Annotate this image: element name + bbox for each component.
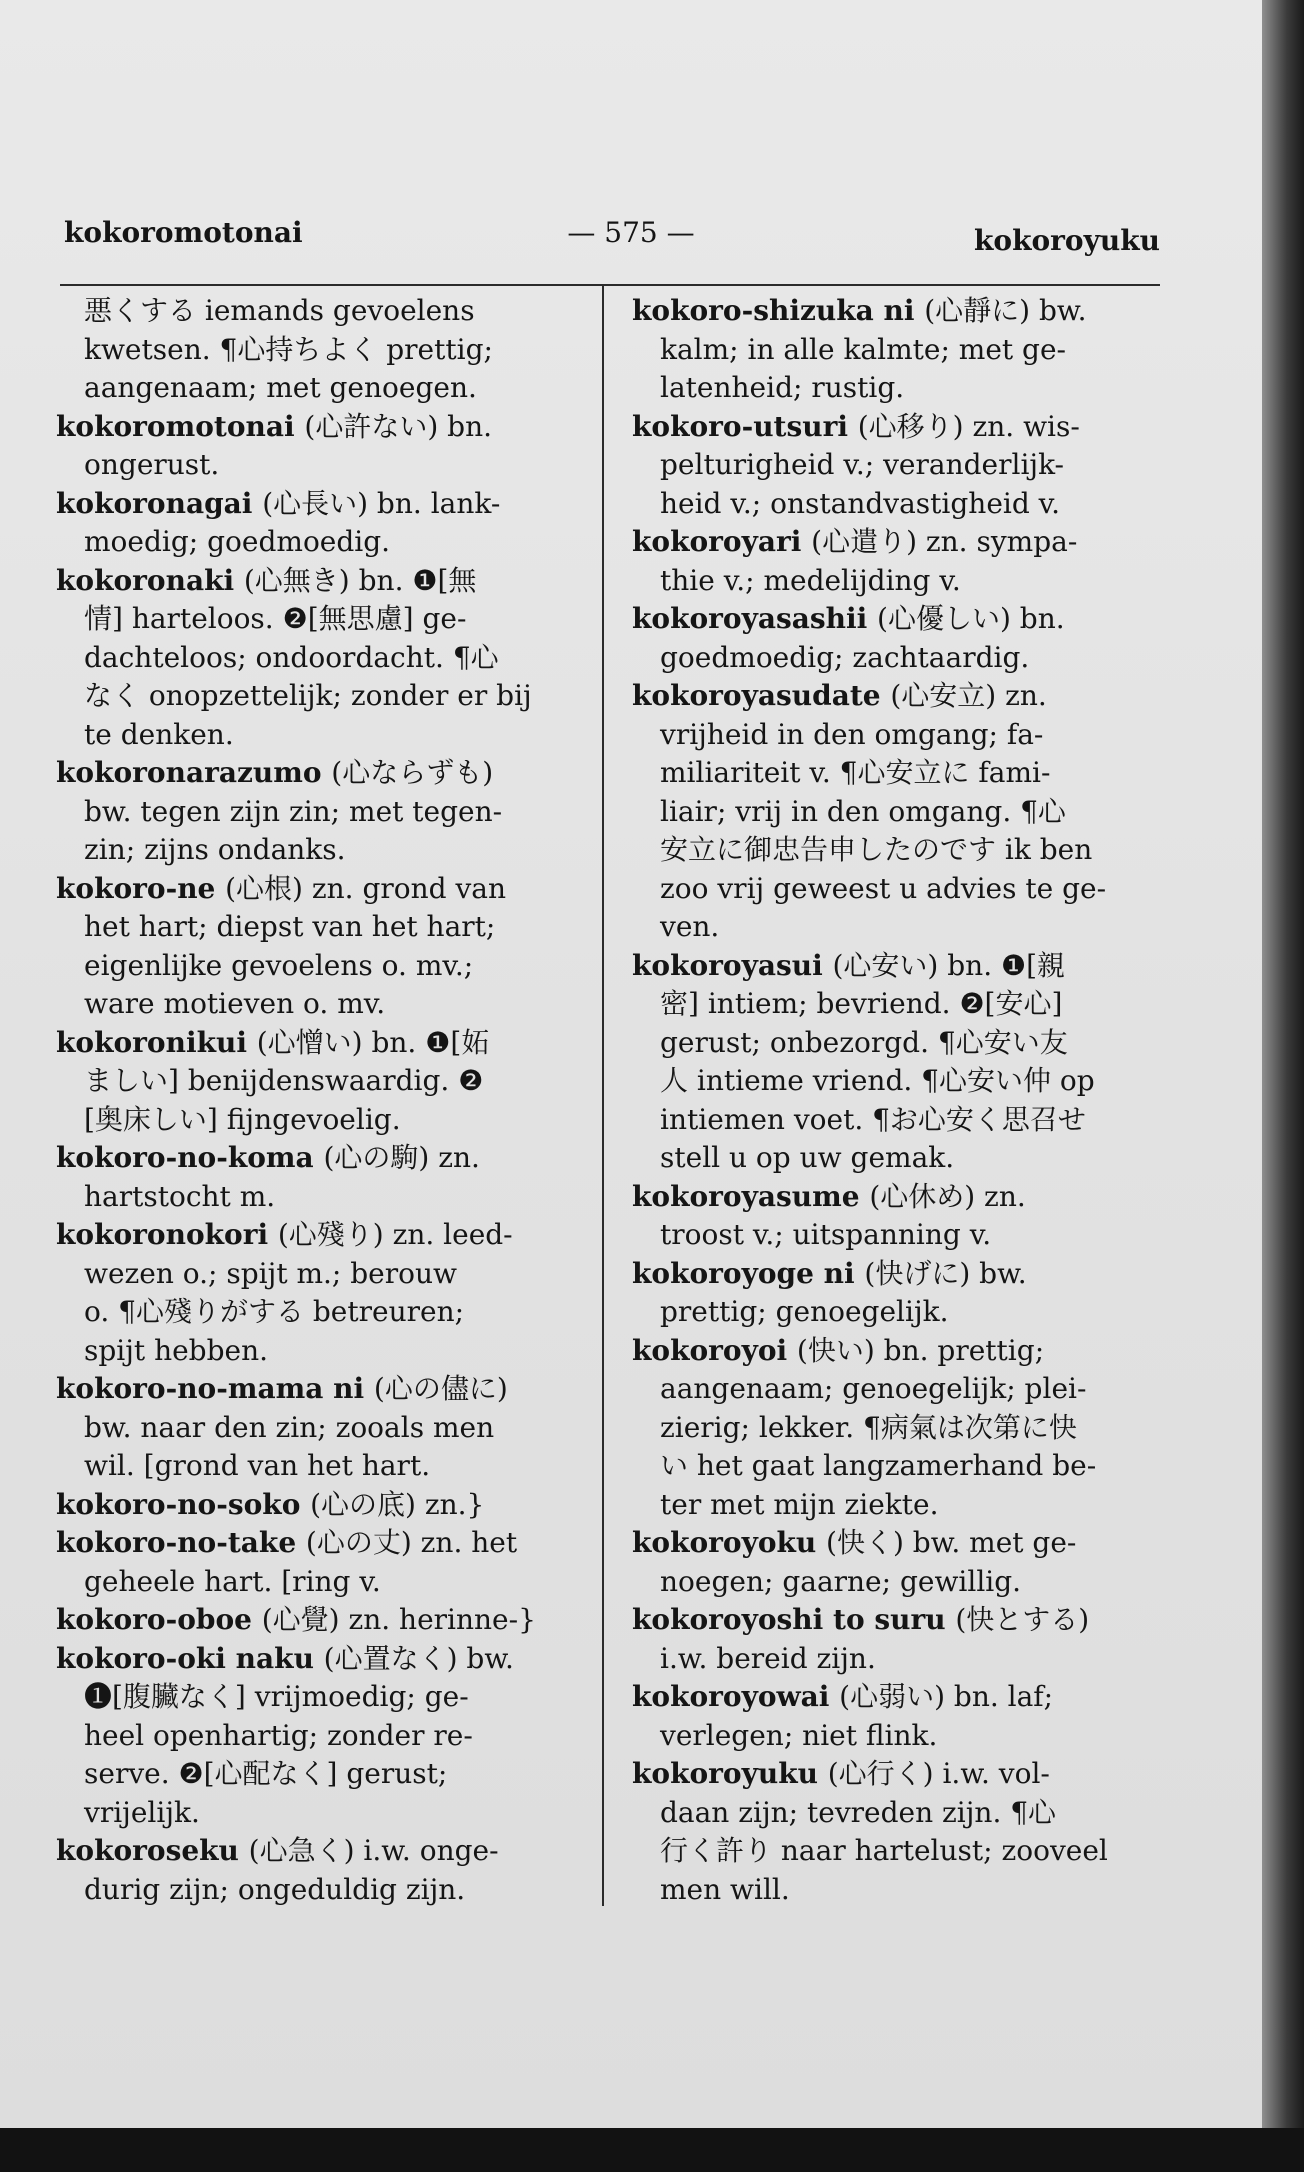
entry-text-line: なく onopzettelijk; zonder er bij: [84, 679, 532, 712]
entry-text-line: troost v.; uitspanning v.: [660, 1218, 992, 1251]
entry-text-line: moedig; goedmoedig.: [84, 525, 391, 558]
entry-text-line: heid v.; onstandvastigheid v.: [660, 486, 1061, 520]
headword: kokoronagai: [56, 486, 263, 520]
entry-definition: (快とする): [955, 1603, 1090, 1636]
entry-definition: (心長い) bn. lank-: [262, 486, 501, 520]
entry-headword-line: [56, 1024, 584, 1063]
entry-text-line: heel openhartig; zonder re-: [84, 1718, 473, 1752]
entry-definition: (心憎い) bn. ❶[妬: [256, 1025, 490, 1059]
entry-text-line: prettig; genoegelijk.: [660, 1295, 949, 1328]
entry-headword-line: [632, 523, 1160, 562]
entry-definition: (快く) bw. met ge-: [826, 1526, 1077, 1559]
entry-text-line: goedmoedig; zachtaardig.: [660, 640, 1030, 674]
entry-definition: (心安い) bn. ❶[親: [832, 948, 1066, 982]
entry-text-line: [奥床しい] fijngevoelig.: [84, 1102, 401, 1136]
entry-text-line: zoo vrij geweest u advies te ge-: [660, 871, 1107, 905]
entry-text-line: 人 intieme vriend. ¶心安い仲 op: [660, 1064, 1095, 1097]
entry-text-line: 情] harteloos. ❷[無思慮] ge-: [84, 602, 467, 635]
entry-headword-line: [632, 1178, 1160, 1217]
headword: kokoroyasashii: [632, 602, 878, 635]
entry-text-line: intiemen voet. ¶お心安く思召せ: [660, 1102, 1086, 1136]
entry-text-line: bw. naar den zin; zooals men: [84, 1410, 495, 1444]
entry-headword-line: [632, 1332, 1160, 1371]
headword: kokoro-no-mama ni: [56, 1372, 374, 1405]
entry-headword-line: [56, 1370, 584, 1409]
entry-headword-line: [632, 1524, 1160, 1563]
headword: kokoro-no-koma: [56, 1141, 324, 1174]
left-running-headword: kokoromotonai: [64, 216, 303, 249]
entry-headword-line: [632, 1255, 1160, 1294]
entry-definition: (心急く) i.w. onge-: [248, 1834, 499, 1867]
page-header: [0, 216, 1262, 256]
entry-text-line: ❶[腹臟なく] vrijmoedig; ge-: [84, 1680, 469, 1713]
entry-definition: (心の儘に): [373, 1372, 508, 1405]
entry-headword-line: [56, 1486, 584, 1525]
entry-text-line: zierig; lekker. ¶病氣は次第に快: [660, 1410, 1077, 1444]
headword: kokoro-ne: [56, 871, 226, 905]
entry-headword-line: [632, 677, 1160, 716]
entry-text-line: spijt hebben.: [84, 1333, 269, 1367]
entry-text-line: o. ¶心殘りがする betreuren;: [84, 1295, 465, 1328]
entry-definition: (心置なく) bw.: [323, 1641, 514, 1675]
entry-headword-line: [632, 408, 1160, 447]
entry-text-line: bw. tegen zijn zin; met tegen-: [84, 794, 503, 828]
entry-headword-line: [56, 562, 584, 601]
entry-text-line: 密] intiem; bevriend. ❷[安心]: [660, 987, 1063, 1020]
headword: kokoro-utsuri: [632, 409, 858, 443]
headword: kokoroyoge ni: [632, 1256, 865, 1290]
headword: kokoro-no-soko: [56, 1487, 311, 1521]
entry-headword-line: [56, 1524, 584, 1563]
entry-definition: (心許ない) bn.: [304, 409, 492, 443]
entry-definition: (心の駒) zn.: [323, 1141, 480, 1174]
entry-definition: (心の丈) zn. het: [305, 1526, 518, 1559]
headword: kokoroyasudate: [632, 679, 891, 712]
entry-text-line: men will.: [660, 1872, 790, 1906]
book-page-edge: [1262, 0, 1304, 2172]
entry-text-line: serve. ❷[心配なく] gerust;: [84, 1757, 448, 1790]
entry-definition: (心遣り) zn. sympa-: [811, 525, 1078, 558]
entry-headword-line: [632, 947, 1160, 986]
entry-text-line: eigenlijke gevoelens o. mv.;: [84, 948, 474, 982]
entry-definition: (心根) zn. grond van: [225, 871, 507, 905]
entry-text-line: vrijelijk.: [84, 1795, 200, 1829]
entry-text-line: i.w. bereid zijn.: [660, 1641, 876, 1675]
entry-text-line: wezen o.; spijt m.; berouw: [84, 1256, 457, 1290]
headword: kokoro-oki naku: [56, 1641, 324, 1675]
entry-definition: (心殘り) zn. leed-: [277, 1218, 513, 1251]
entry-definition: (心靜に) bw.: [924, 294, 1087, 327]
entry-definition: (心覺) zn. herinne-}: [261, 1603, 536, 1636]
entry-headword-line: [632, 1755, 1160, 1794]
entry-definition: (心移り) zn. wis-: [857, 409, 1080, 443]
entry-text-line: latenheid; rustig.: [660, 371, 905, 404]
entry-text-line: ongerust.: [84, 448, 220, 481]
headword: kokoronokori: [56, 1218, 278, 1251]
page-number: — 575 —: [567, 216, 695, 249]
entry-text-line: miliariteit v. ¶心安立に fami-: [660, 756, 1051, 789]
entry-headword-line: [56, 485, 584, 524]
headword: kokoro-shizuka ni: [632, 294, 925, 327]
entry-headword-line: [56, 870, 584, 909]
entry-text-line: hartstocht m.: [84, 1179, 276, 1213]
entry-text-line: te denken.: [84, 717, 234, 751]
entry-definition: (心無き) bn. ❶[無: [243, 563, 477, 597]
entry-headword-line: [632, 1601, 1160, 1640]
entry-text-line: thie v.; medelijding v.: [660, 563, 961, 597]
entry-text-line: durig zijn; ongeduldig zijn.: [84, 1872, 466, 1906]
headword: kokoroyasume: [632, 1179, 870, 1213]
header-rule: [60, 284, 1160, 286]
entry-text-line: wil. [grond van het hart.: [84, 1449, 431, 1482]
entry-text-line: geheele hart. [ring v.: [84, 1564, 381, 1598]
entry-headword-line: [56, 754, 584, 793]
entry-headword-line: [56, 1640, 584, 1679]
headword: kokoromotonai: [56, 409, 305, 443]
headword: kokoroyasui: [632, 948, 833, 982]
entry-headword-line: [56, 1216, 584, 1255]
entry-definition: (心弱い) bn. laf;: [839, 1680, 1054, 1713]
entry-text-line: het hart; diepst van het hart;: [84, 910, 496, 943]
book-bottom-edge: [0, 2128, 1304, 2172]
entry-text-line: daan zijn; tevreden zijn. ¶心: [660, 1795, 1057, 1829]
entry-text-line: liair; vrij in den omgang. ¶心: [660, 794, 1066, 828]
entry-text-line: 安立に御忠告申したのです ik ben: [660, 833, 1093, 866]
entry-text-line: ware motieven o. mv.: [84, 987, 386, 1020]
entry-text-line: 行く許り naar hartelust; zooveel: [660, 1834, 1108, 1867]
headword: kokoroyoshi to suru: [632, 1603, 956, 1636]
headword: kokoronikui: [56, 1025, 257, 1059]
entry-definition: (快げに) bw.: [864, 1256, 1027, 1290]
entry-text-line: 悪くする iemands gevoelens: [84, 294, 475, 327]
headword: kokoroyari: [632, 525, 812, 558]
entry-definition: (心優しい) bn.: [877, 602, 1065, 635]
entry-text-line: ましい] benijdenswaardig. ❷: [84, 1064, 484, 1097]
entry-headword-line: [632, 600, 1160, 639]
entry-definition: (心行く) i.w. vol-: [827, 1757, 1050, 1790]
entry-text-line: い het gaat langzamerhand be-: [660, 1449, 1097, 1482]
column-divider: [602, 286, 604, 1906]
entry-definition: (心の底) zn.}: [310, 1487, 485, 1521]
entry-text-line: noegen; gaarne; gewillig.: [660, 1564, 1022, 1598]
headword: kokoronarazumo: [56, 756, 332, 789]
entry-text-line: kalm; in alle kalmte; met ge-: [660, 332, 1067, 366]
entry-text-line: ter met mijn ziekte.: [660, 1487, 939, 1521]
left-column: [56, 292, 584, 1909]
entry-definition: (心休め) zn.: [869, 1179, 1026, 1213]
entry-headword-line: [56, 1832, 584, 1871]
headword: kokoronaki: [56, 563, 244, 597]
headword: kokoroyowai: [632, 1680, 840, 1713]
entry-text-line: gerust; onbezorgd. ¶心安い友: [660, 1025, 1068, 1059]
entry-headword-line: [56, 1139, 584, 1178]
headword: kokoro-no-take: [56, 1526, 306, 1559]
entry-definition: (心ならずも): [331, 756, 494, 789]
entry-text-line: vrijheid in den omgang; fa-: [660, 717, 1044, 751]
headword: kokoroyoku: [632, 1526, 827, 1559]
entry-headword-line: [632, 292, 1160, 331]
headword: kokoroseku: [56, 1834, 249, 1867]
entry-headword-line: [56, 408, 584, 447]
right-column: [632, 292, 1160, 1909]
entry-text-line: zin; zijns ondanks.: [84, 833, 346, 866]
headword: kokoroyoi: [632, 1333, 797, 1367]
entry-text-line: aangenaam; genoegelijk; plei-: [660, 1372, 1087, 1405]
entry-text-line: aangenaam; met genoegen.: [84, 371, 477, 404]
entry-definition: (快い) bn. prettig;: [796, 1333, 1045, 1367]
entry-text-line: verlegen; niet flink.: [660, 1718, 938, 1752]
entry-headword-line: [632, 1678, 1160, 1717]
entry-headword-line: [56, 1601, 584, 1640]
headword: kokoroyuku: [632, 1757, 828, 1790]
entry-text-line: kwetsen. ¶心持ちよく prettig;: [84, 332, 493, 366]
entry-text-line: dachteloos; ondoordacht. ¶心: [84, 640, 499, 674]
entry-text-line: stell u op uw gemak.: [660, 1141, 955, 1174]
headword: kokoro-oboe: [56, 1603, 262, 1636]
entry-text-line: pelturigheid v.; veranderlijk-: [660, 448, 1065, 481]
entry-text-line: ven.: [660, 910, 720, 943]
entry-definition: (心安立) zn.: [890, 679, 1047, 712]
right-running-headword: kokoroyuku: [974, 224, 1160, 257]
